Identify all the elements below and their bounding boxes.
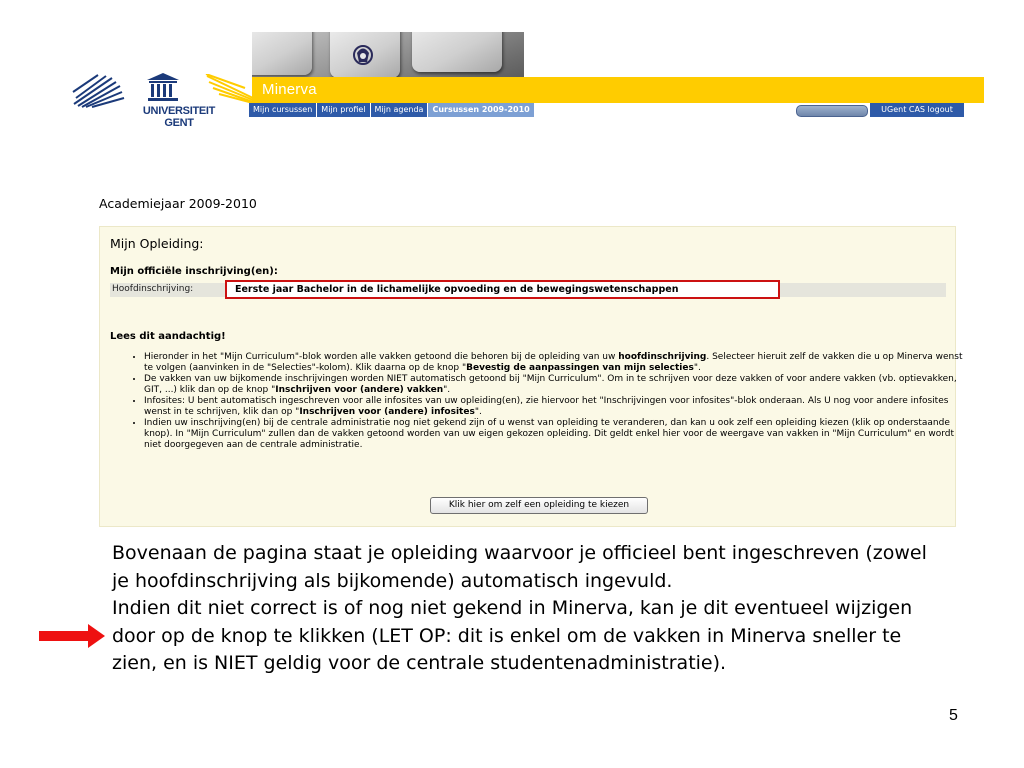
notice-emphasis: hoofdinschrijving <box>618 352 707 362</box>
search-pill-button[interactable] <box>796 105 868 117</box>
notice-text: ". <box>693 363 701 373</box>
tab-cursussen-2009-2010[interactable]: Cursussen 2009-2010 <box>428 103 533 117</box>
header-right-controls <box>796 103 964 117</box>
yellow-rays-icon <box>205 74 255 104</box>
minerva-emblem-icon <box>348 40 378 70</box>
enrollment-label: Hoofdinschrijving: <box>112 284 194 294</box>
logo-rays-icon <box>72 74 132 108</box>
main-navigation <box>249 103 534 117</box>
notice-item <box>144 352 964 374</box>
red-arrow-icon <box>38 624 106 648</box>
notice-emphasis: Inschrijven voor (andere) vakken <box>275 385 444 395</box>
tab-mijn-cursussen[interactable]: Mijn cursussen <box>249 103 316 117</box>
enrollment-title: Mijn officiële inschrijving(en): <box>110 266 278 277</box>
notice-list <box>130 352 964 451</box>
notice-emphasis: Bevestig de aanpassingen van mijn selecties <box>466 363 694 373</box>
slide-explanation <box>112 540 942 678</box>
notice-title: Lees dit aandachtig! <box>110 331 226 342</box>
notice-text: De vakken van uw bijkomende inschrijvingen worden NIET automatisch getoond bij "Mijn Curriculum". Om in te schrijven voor deze vakken of voor andere vakken (vb. optievakken, GIT, ...) klik dan op de knop " <box>144 374 957 395</box>
notice-item <box>144 418 964 451</box>
logo-text-line2: GENT <box>164 117 194 129</box>
notice-item <box>144 374 964 396</box>
notice-item <box>144 396 964 418</box>
panel-title: Mijn Opleiding: <box>110 236 204 251</box>
enrollment-value-highlighted: Eerste jaar Bachelor in de lichamelijke opvoeding en de bewegingswetenschappen <box>225 280 780 299</box>
tab-mijn-profiel[interactable]: Mijn profiel <box>317 103 369 117</box>
slide-paragraph-2: Indien dit niet correct is of nog niet gekend in Minerva, kan je dit eventueel wijzigen door op de knop te klikken (LET OP: dit is enkel om de vakken in Minerva sneller te zien, en is NIET geldig voor de centrale studentenadministratie). <box>112 597 913 675</box>
opleiding-panel <box>99 226 963 527</box>
university-building-icon <box>146 72 180 102</box>
notice-text: Infosites: U bent automatisch ingeschreven voor alle infosites van uw opleiding(en), zie hiervoor het "Inschrijvingen voor infosites"-blok onderaan. Als U nog voor andere infosites wenst in te schrijven, klik dan op " <box>144 396 949 417</box>
logout-button[interactable]: UGent CAS logout <box>870 103 964 117</box>
slide-paragraph-1: Bovenaan de pagina staat je opleiding waarvoor je officieel bent ingeschreven (zowel je hoofdinschrijving als bijkomende) automatisch ingevuld. <box>112 542 927 592</box>
header-yellow-band <box>252 77 984 103</box>
choose-opleiding-button[interactable]: Klik hier om zelf een opleiding te kiezen <box>430 497 648 514</box>
enrollment-row <box>110 283 946 297</box>
tab-mijn-agenda[interactable]: Mijn agenda <box>371 103 428 117</box>
logo-text-line1: UNIVERSITEIT <box>142 105 216 117</box>
slide-page-number: 5 <box>949 707 958 724</box>
university-logo[interactable] <box>72 72 222 134</box>
notice-text: Hieronder in het "Mijn Curriculum"-blok worden alle vakken getoond die behoren bij de opleiding van uw <box>144 352 619 362</box>
notice-text: . Selecteer hieruit zelf de vakken die u op Minerva wenst te volgen (aanvinken in de "Selecties"-kolom). Klik daarna op de knop " <box>144 352 963 373</box>
app-title: Minerva <box>262 81 317 98</box>
notice-text: Indien uw inschrijving(en) bij de centrale administratie nog niet gekend zijn of u wenst van opleiding te veranderen, dan kan u ook zelf een opleiding kiezen (klik op onderstaande knop). In "Mijn Curriculum" zullen dan de vakken getoond worden van uw eigen gekozen opleiding. Dit geldt enkel hier voor de weergave van vakken in "Mijn Curriculum" en wordt niet doorgegeven aan de centrale administratie. <box>144 418 954 450</box>
notice-text: ". <box>474 407 482 417</box>
academic-year-heading: Academiejaar 2009-2010 <box>99 196 257 211</box>
notice-text: ". <box>443 385 451 395</box>
notice-emphasis: Inschrijven voor (andere) infosites <box>299 407 475 417</box>
